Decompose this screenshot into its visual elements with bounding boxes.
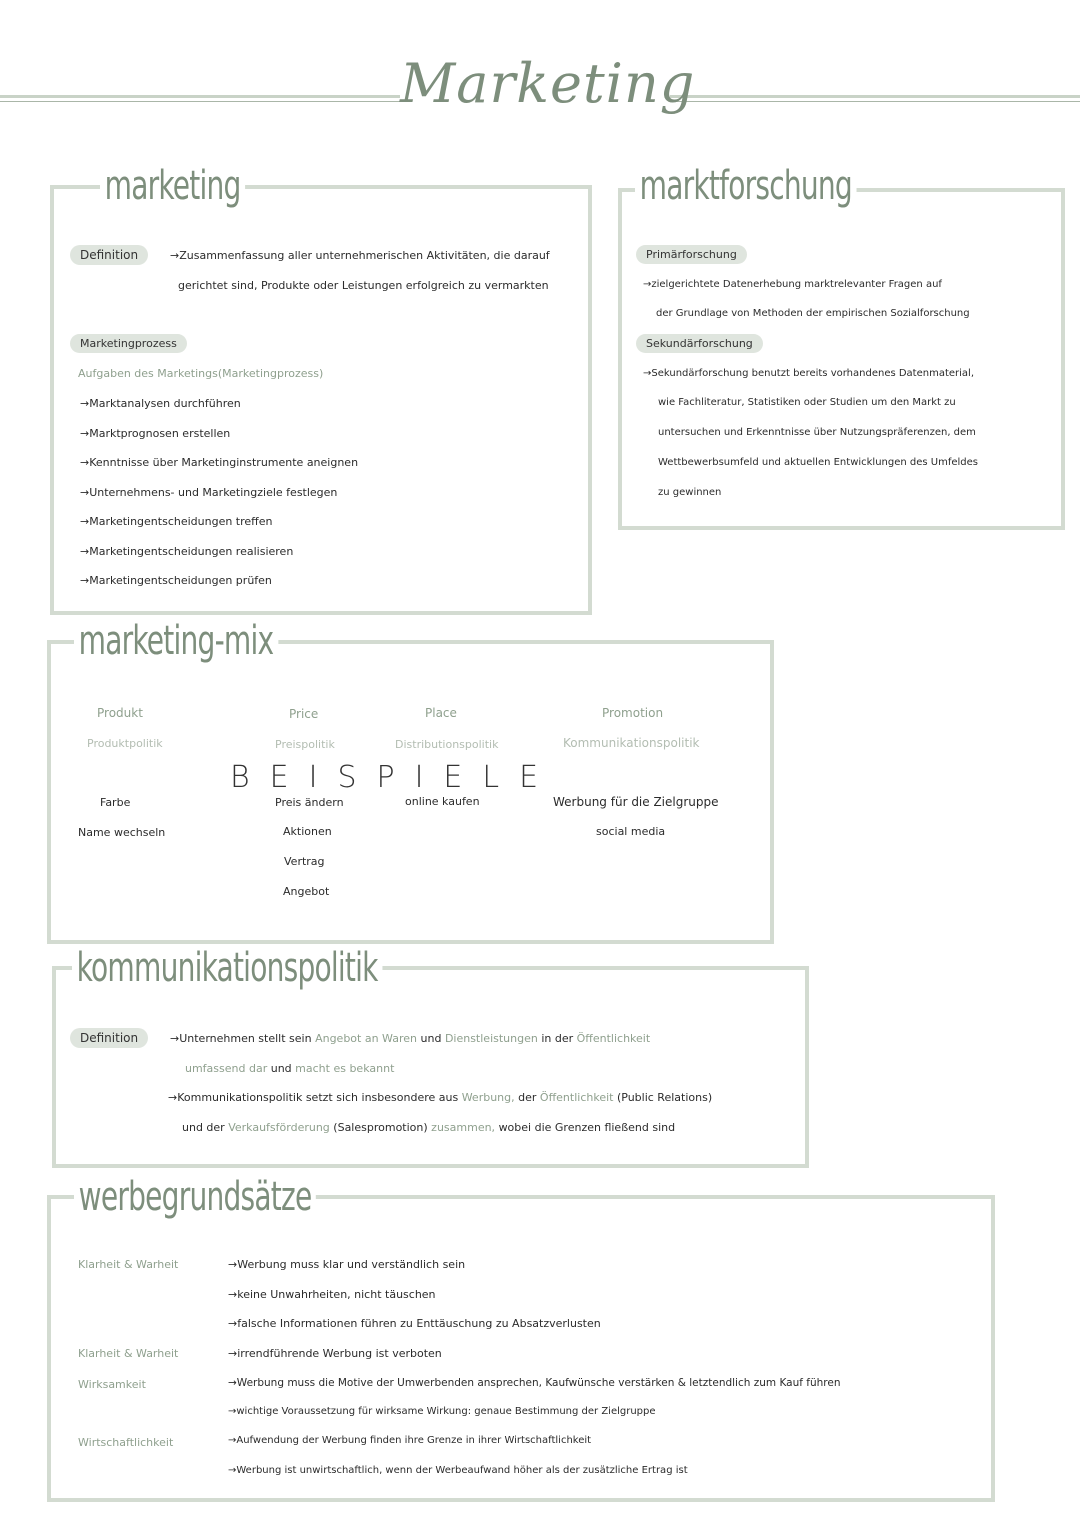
komm-text: →Unternehmen stellt sein: [170, 1032, 312, 1045]
example-place: online kaufen: [405, 795, 480, 808]
komm-line-4: [182, 1121, 675, 1134]
werbegrundsaetze-heading: werbegrundsätze: [74, 1174, 316, 1220]
aufgabe-item: →Kenntnisse über Marketinginstrumente aneignen: [80, 456, 359, 469]
komm-text: und: [270, 1062, 292, 1075]
aufgaben-heading: Aufgaben des Marketings(Marketingprozess): [78, 367, 324, 380]
sekundaer-line: untersuchen und Erkenntnisse über Nutzungspräferenzen, dem: [658, 427, 976, 438]
sekundaer-line: wie Fachliteratur, Statistiken oder Studien um den Markt zu: [658, 397, 956, 408]
komm-text: Öffentlichkeit: [539, 1091, 614, 1104]
header-rule-left-thin: [0, 101, 400, 102]
aufgabe-item: →Marketingentscheidungen treffen: [80, 515, 273, 528]
sekundaer-line: Wettbewerbsumfeld und aktuellen Entwicklungen des Umfeldes: [658, 457, 979, 468]
marketing-heading: marketing: [100, 163, 245, 209]
mix-col-sub-produkt: Produktpolitik: [87, 737, 163, 750]
komm-text: Öffentlichkeit: [576, 1032, 651, 1045]
komm-line-2: [185, 1062, 394, 1075]
header-rule-right: [670, 95, 1080, 98]
header-rule-left: [0, 95, 400, 98]
mix-col-sub-place: Distributionspolitik: [395, 738, 499, 751]
werbe-line: →Werbung muss die Motive der Umwerbenden ansprechen, Kaufwünsche verstärken & letztendlich zum Kauf führen: [228, 1377, 841, 1389]
mix-col-head-place: Place: [425, 706, 457, 720]
aufgabe-item: →Unternehmens- und Marketingziele festlegen: [80, 486, 338, 499]
werbe-label: Wirtschaftlichkeit: [78, 1436, 174, 1449]
example-price: Vertrag: [284, 855, 325, 868]
werbe-label: Klarheit & Warheit: [78, 1347, 179, 1360]
komm-text: und der: [182, 1121, 225, 1134]
komm-text: Verkaufsförderung: [228, 1121, 330, 1134]
kommunikationspolitik-heading: kommunikationspolitik: [72, 945, 382, 991]
aufgabe-item: →Marktanalysen durchführen: [80, 397, 241, 410]
komm-text: macht es bekannt: [295, 1062, 395, 1075]
aufgabe-item: →Marketingentscheidungen prüfen: [80, 574, 272, 587]
kommunikationspolitik-box: [52, 966, 809, 1168]
aufgabe-item: →Marketingentscheidungen realisieren: [80, 545, 294, 558]
example-produkt: Farbe: [100, 796, 131, 809]
primaerforschung-badge: Primärforschung: [636, 245, 747, 264]
komm-text: →Kommunikationspolitik setzt sich insbesondere aus: [168, 1091, 459, 1104]
example-price: Preis ändern: [275, 796, 344, 809]
marketing-mix-heading: marketing-mix: [74, 618, 278, 664]
definition-badge: Definition: [70, 245, 148, 265]
komm-text: umfassend dar: [185, 1062, 268, 1075]
primaer-line-1: →zielgerichtete Datenerhebung marktrelevanter Fragen auf: [643, 279, 942, 290]
komm-line-3: [168, 1091, 712, 1104]
primaer-line-2: der Grundlage von Methoden der empirischen Sozialforschung: [656, 308, 970, 319]
komm-text: (Salespromotion): [333, 1121, 428, 1134]
example-produkt: Name wechseln: [78, 826, 166, 839]
werbe-line: →Aufwendung der Werbung finden ihre Grenze in ihrer Wirtschaftlichkeit: [228, 1435, 592, 1446]
marktforschung-heading: marktforschung: [635, 163, 857, 209]
komm-text: und: [420, 1032, 442, 1045]
example-promotion: social media: [596, 825, 666, 838]
werbe-line: →Werbung ist unwirtschaftlich, wenn der Werbeaufwand höher als der zusätzliche Ertrag ist: [228, 1465, 688, 1476]
definition-badge: Definition: [70, 1028, 148, 1048]
werbe-line: →keine Unwahrheiten, nicht täuschen: [228, 1288, 436, 1301]
example-price: Aktionen: [283, 825, 332, 838]
page-title: Marketing: [400, 52, 696, 115]
komm-text: Werbung,: [461, 1091, 515, 1104]
komm-text: zusammen,: [431, 1121, 496, 1134]
werbe-line: →wichtige Voraussetzung für wirksame Wirkung: genaue Bestimmung der Zielgruppe: [228, 1406, 656, 1417]
komm-text: in der: [541, 1032, 574, 1045]
marketingprozess-badge: Marketingprozess: [70, 334, 187, 353]
sekundaerforschung-badge: Sekundärforschung: [636, 334, 763, 353]
werbe-line: →falsche Informationen führen zu Enttäuschung zu Absatzverlusten: [228, 1317, 601, 1330]
komm-text: der: [518, 1091, 537, 1104]
definition-line-2: gerichtet sind, Produkte oder Leistungen erfolgreich zu vermarkten: [178, 279, 549, 292]
werbe-label: Wirksamkeit: [78, 1378, 146, 1391]
mix-col-head-produkt: Produkt: [97, 706, 143, 720]
sekundaer-line: →Sekundärforschung benutzt bereits vorhandenes Datenmaterial,: [643, 368, 975, 379]
komm-text: Angebot an Waren: [315, 1032, 417, 1045]
aufgabe-item: →Marktprognosen erstellen: [80, 427, 231, 440]
mix-col-head-promotion: Promotion: [602, 706, 664, 720]
mix-col-sub-promotion: Kommunikationspolitik: [563, 736, 700, 750]
example-promotion: Werbung für die Zielgruppe: [553, 795, 719, 809]
komm-text: Dienstleistungen: [444, 1032, 538, 1045]
werbe-line: →Werbung muss klar und verständlich sein: [228, 1258, 466, 1271]
example-price: Angebot: [283, 885, 330, 898]
komm-text: (Public Relations): [616, 1091, 713, 1104]
marktforschung-box: [618, 188, 1065, 530]
werbegrundsaetze-box: [47, 1195, 995, 1502]
werbe-label: Klarheit & Warheit: [78, 1258, 179, 1271]
beispiele-heading: BEISPIELE: [230, 760, 559, 795]
definition-line-1: →Zusammenfassung aller unternehmerischen Aktivitäten, die darauf: [170, 249, 550, 262]
mix-col-head-price: Price: [289, 707, 319, 721]
werbe-line: →irrendführende Werbung ist verboten: [228, 1347, 442, 1360]
sekundaer-line: zu gewinnen: [658, 487, 722, 498]
mix-col-sub-price: Preispolitik: [275, 738, 335, 751]
header-rule-right-thin: [670, 101, 1080, 102]
komm-line-1: [170, 1032, 650, 1045]
komm-text: wobei die Grenzen fließend sind: [498, 1121, 676, 1134]
